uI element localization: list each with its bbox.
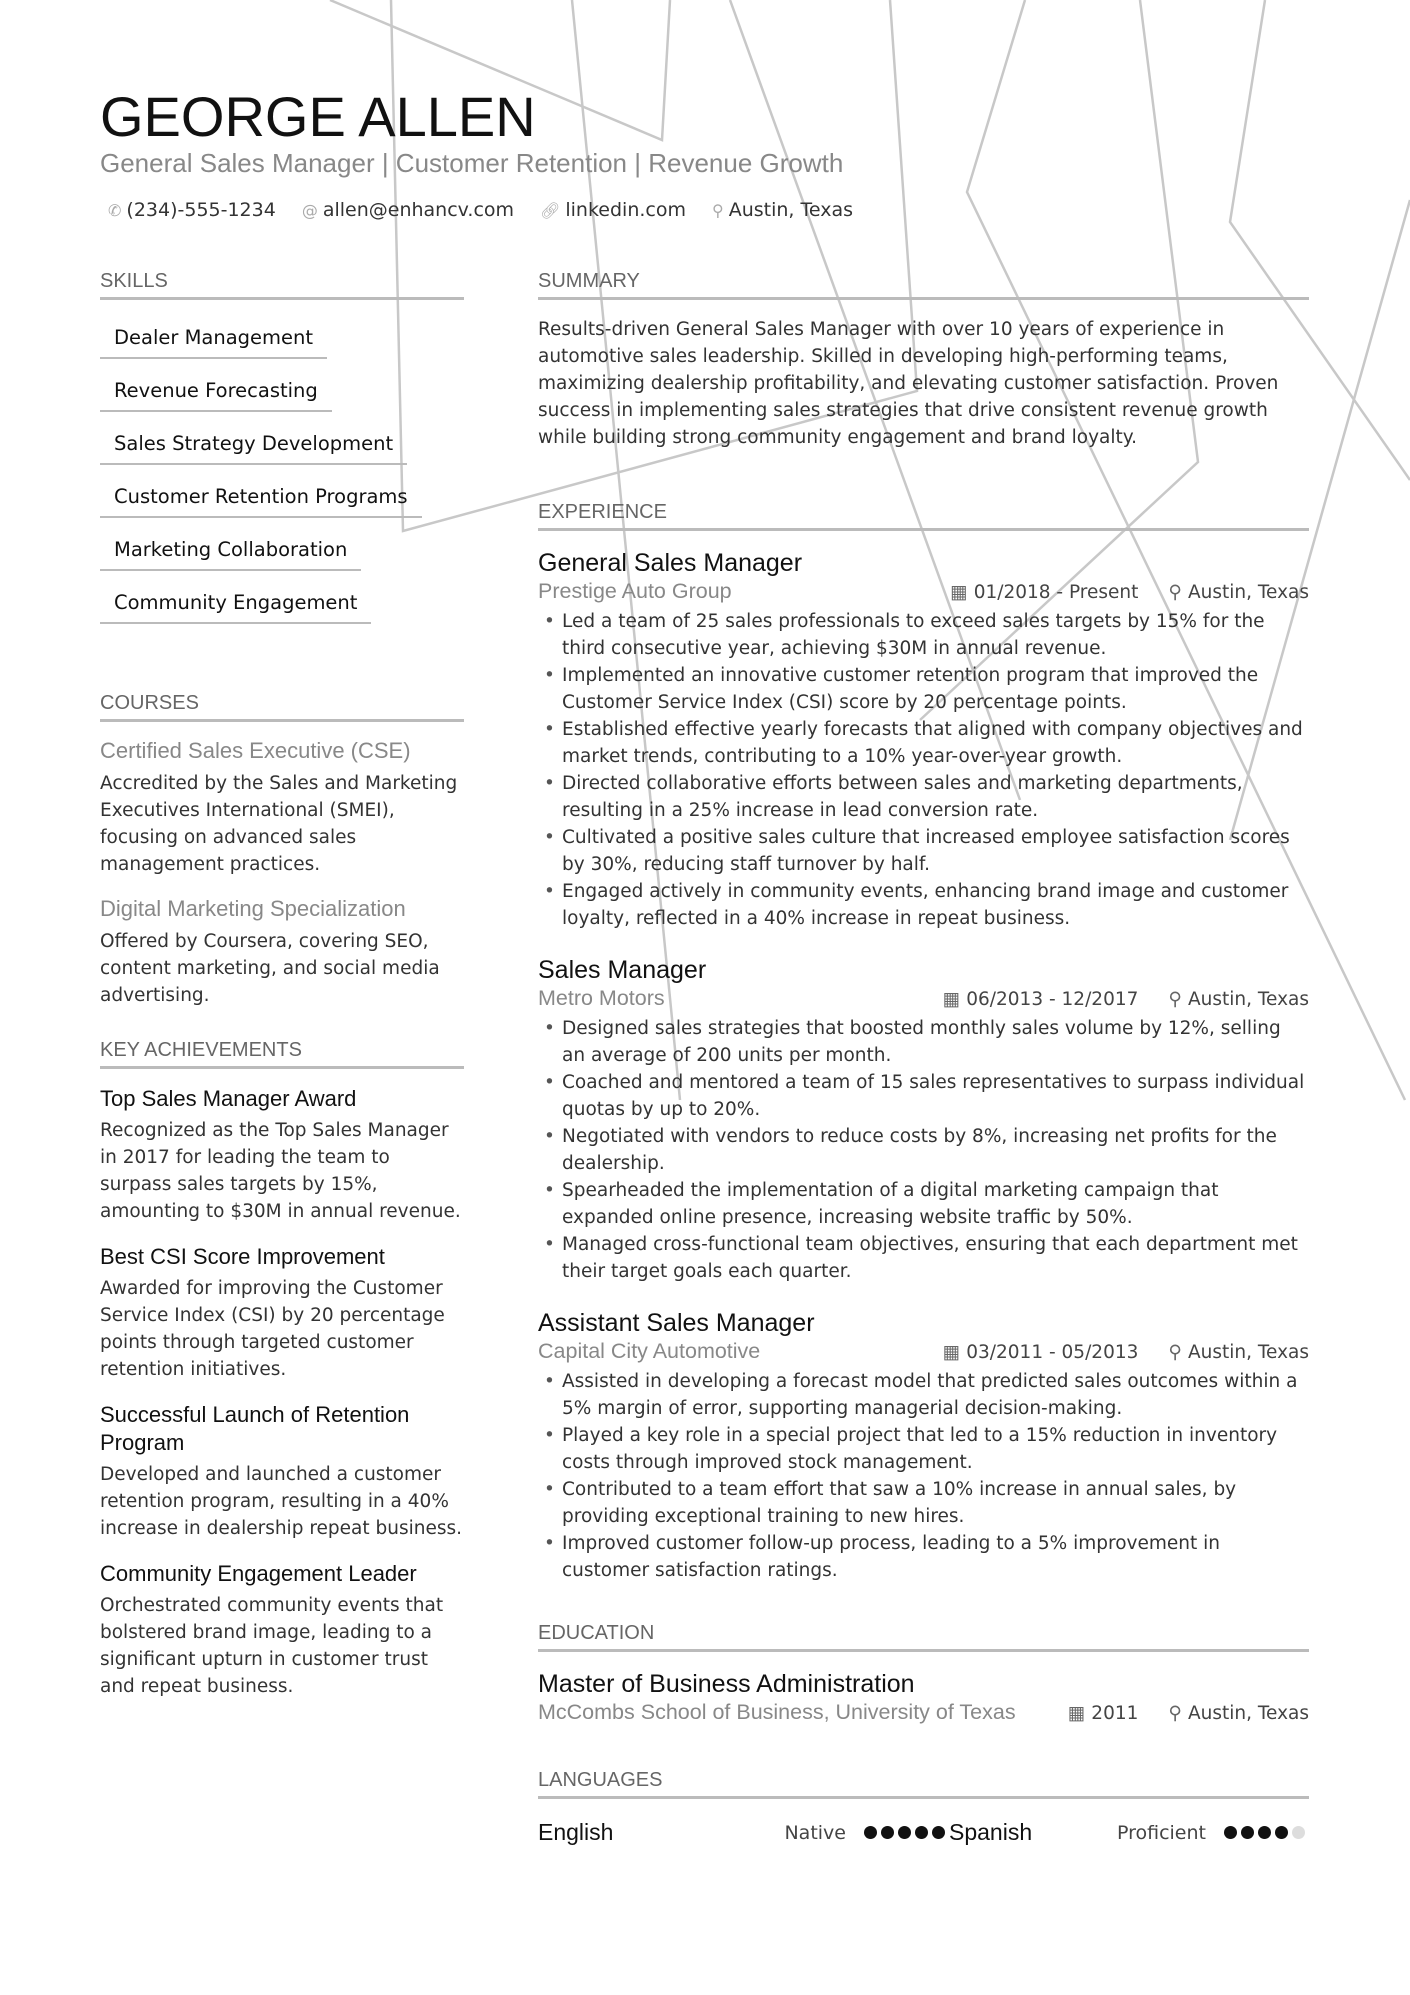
degree: Master of Business Administration: [538, 1670, 915, 1698]
job-meta: [943, 989, 1309, 1010]
course-item: [100, 896, 464, 1009]
job-dates-wrap: [943, 989, 1139, 1010]
skill-row: [100, 369, 464, 422]
skills-section: [100, 270, 464, 634]
job-bullet: • Negotiated with vendors to reduce costs by 8%, increasing net profits for the dealership.: [538, 1123, 1309, 1177]
job-location-wrap: [1168, 1342, 1309, 1363]
at-icon: @: [301, 201, 318, 220]
job-bullet: • Managed cross-functional team objectives, ensuring that each department met their target goals each quarter.: [538, 1231, 1309, 1285]
job-bullets: [538, 608, 1309, 932]
achievement-item: [100, 1560, 464, 1700]
skill-item: Customer Retention Programs: [100, 475, 422, 518]
section-heading: SUMMARY: [538, 270, 1309, 300]
language-item: [949, 1819, 1309, 1846]
job-entry: [538, 547, 1309, 932]
phone-icon: ✆: [108, 201, 122, 220]
achievement-title: Successful Launch of Retention Program: [100, 1402, 410, 1455]
summary-section: [538, 270, 1309, 451]
section-heading: EDUCATION: [538, 1622, 1309, 1652]
course-description: Accredited by the Sales and Marketing Executives International (SMEI), focusing on advanced sales management practices.: [100, 773, 458, 875]
calendar-icon: ▦: [950, 582, 968, 603]
language-name: Spanish: [949, 1819, 1033, 1845]
education-section: [538, 1622, 1309, 1725]
course-item: [100, 738, 464, 878]
job-meta: [943, 1342, 1309, 1363]
job-bullet: • Designed sales strategies that boosted monthly sales volume by 12%, selling an average of 200 units per month.: [538, 1015, 1309, 1069]
achievement-item: [100, 1243, 464, 1383]
achievement-item: [100, 1401, 464, 1542]
edu-year: 2011: [1091, 1703, 1139, 1724]
job-title: General Sales Manager: [538, 549, 803, 577]
contact-info: [108, 199, 853, 221]
skill-row: [100, 475, 464, 528]
proficiency-dot: [915, 1826, 928, 1839]
job-title: Assistant Sales Manager: [538, 1309, 815, 1337]
job-bullet: • Established effective yearly forecasts that aligned with company objectives and market trends, contributing to a 10% year-over-year growth.: [538, 716, 1309, 770]
company-name: Capital City Automotive: [538, 1339, 761, 1363]
language-item: [538, 1819, 949, 1846]
calendar-icon: ▦: [1067, 1703, 1086, 1724]
skill-row: [100, 316, 464, 369]
experience-section: [538, 501, 1309, 1584]
proficiency-dot: [932, 1826, 945, 1839]
skill-item: Revenue Forecasting: [100, 369, 332, 412]
link-icon: 🔗︎: [540, 201, 561, 220]
job-location: Austin, Texas: [1187, 1342, 1309, 1363]
job-dates-wrap: [943, 1342, 1139, 1363]
job-bullet: • Directed collaborative efforts between sales and marketing departments, resulting in a 25% increase in lead conversion rate.: [538, 770, 1309, 824]
summary-text: Results-driven General Sales Manager with over 10 years of experience in automotive sales leadership. Skilled in developing high-performing teams, maximizing dealership profitability, and elevating customer satisfaction. Proven success in implementing sales strategies that drive consistent revenue growth while building strong community engagement and brand loyalty.: [538, 319, 1279, 448]
skill-item: Dealer Management: [100, 316, 327, 359]
language-level: Native: [784, 1821, 846, 1844]
proficiency-dots: [864, 1822, 949, 1844]
achievement-description: Awarded for improving the Customer Service Index (CSI) by 20 percentage points through targeted customer retention initiatives.: [100, 1278, 445, 1380]
job-bullet: • Implemented an innovative customer retention program that improved the Customer Service Index (CSI) score by 20 percentage points.: [538, 662, 1309, 716]
courses-section: [100, 692, 464, 1009]
contact-linkedin[interactable]: 🔗︎ linkedin.com: [540, 199, 686, 221]
calendar-icon: ▦: [942, 1342, 961, 1363]
job-location: Austin, Texas: [1187, 582, 1309, 603]
job-dates: 03/2011 - 05/2013: [966, 1342, 1139, 1363]
job-entry: [538, 1307, 1309, 1584]
proficiency-dots: [1224, 1822, 1309, 1844]
skill-item: Sales Strategy Development: [100, 422, 407, 465]
job-location: Austin, Texas: [1187, 989, 1309, 1010]
achievement-title: Top Sales Manager Award: [100, 1086, 357, 1111]
job-bullet: • Engaged actively in community events, enhancing brand image and customer loyalty, reflected in a 40% increase in repeat business.: [538, 878, 1309, 932]
job-bullets: [538, 1368, 1309, 1584]
left-column: [100, 270, 464, 1718]
job-bullet: • Assisted in developing a forecast model that predicted sales outcomes within a 5% margin of error, supporting managerial decision-making.: [538, 1368, 1309, 1422]
job-bullet: • Played a key role in a special project that led to a 15% reduction in inventory costs through improved stock management.: [538, 1422, 1309, 1476]
job-bullet: • Cultivated a positive sales culture that increased employee satisfaction scores by 30%, reducing staff turnover by half.: [538, 824, 1309, 878]
skill-row: [100, 422, 464, 475]
proficiency-dot: [1224, 1826, 1237, 1839]
section-heading: KEY ACHIEVEMENTS: [100, 1039, 464, 1069]
job-bullet: • Led a team of 25 sales professionals to exceed sales targets by 15% for the third consecutive year, achieving $30M in annual revenue.: [538, 608, 1309, 662]
job-bullets: [538, 1015, 1309, 1285]
languages-section: [538, 1769, 1309, 1846]
calendar-icon: ▦: [942, 989, 961, 1010]
proficiency-dot: [898, 1826, 911, 1839]
section-heading: EXPERIENCE: [538, 501, 1309, 531]
achievement-item: [100, 1085, 464, 1225]
achievements-section: [100, 1039, 464, 1700]
location-icon: ⚲: [712, 201, 724, 220]
candidate-title: General Sales Manager | Customer Retention | Revenue Growth: [100, 148, 844, 178]
proficiency-dot: [1241, 1826, 1254, 1839]
candidate-name: GEORGE ALLEN: [100, 85, 536, 148]
contact-location: ⚲ Austin, Texas: [712, 199, 854, 221]
location-icon: ⚲: [1168, 1703, 1182, 1724]
school: McCombs School of Business, University of Texas: [538, 1700, 1016, 1724]
job-location-wrap: [1168, 989, 1309, 1010]
job-meta-row: [538, 1339, 1309, 1364]
course-description: Offered by Coursera, covering SEO, content marketing, and social media advertising.: [100, 931, 440, 1006]
section-heading: LANGUAGES: [538, 1769, 1309, 1799]
job-meta-row: [538, 986, 1309, 1011]
achievement-title: Community Engagement Leader: [100, 1561, 417, 1586]
skill-item: Community Engagement: [100, 581, 371, 624]
location-icon: ⚲: [1168, 989, 1182, 1010]
job-dates: 06/2013 - 12/2017: [966, 989, 1139, 1010]
job-title: Sales Manager: [538, 956, 707, 984]
company-name: Prestige Auto Group: [538, 579, 732, 603]
job-bullet: • Contributed to a team effort that saw a 10% increase in annual sales, by providing exceptional training to new hires.: [538, 1476, 1309, 1530]
achievement-description: Developed and launched a customer retention program, resulting in a 40% increase in dealership repeat business.: [100, 1464, 463, 1539]
proficiency-dot: [1292, 1826, 1305, 1839]
skill-row: [100, 581, 464, 634]
company-name: Metro Motors: [538, 986, 665, 1010]
achievement-description: Recognized as the Top Sales Manager in 2017 for leading the team to surpass sales targets by 15%, amounting to $30M in annual revenue.: [100, 1120, 461, 1222]
language-name: English: [538, 1819, 614, 1845]
job-entry: [538, 954, 1309, 1285]
location-icon: ⚲: [1168, 1342, 1182, 1363]
course-title: Certified Sales Executive (CSE): [100, 738, 411, 763]
proficiency-dot: [864, 1826, 877, 1839]
location-icon: ⚲: [1168, 582, 1182, 603]
proficiency-dot: [1275, 1826, 1288, 1839]
job-dates: 01/2018 - Present: [973, 582, 1139, 603]
job-meta-row: [538, 579, 1309, 604]
achievement-description: Orchestrated community events that bolstered brand image, leading to a significant upturn in customer trust and repeat business.: [100, 1595, 444, 1697]
edu-location: Austin, Texas: [1187, 1703, 1309, 1724]
job-location-wrap: [1168, 582, 1309, 603]
section-heading: COURSES: [100, 692, 464, 722]
job-bullet: • Coached and mentored a team of 15 sales representatives to surpass individual quotas by up to 20%.: [538, 1069, 1309, 1123]
course-title: Digital Marketing Specialization: [100, 896, 406, 921]
job-dates-wrap: [950, 582, 1138, 603]
contact-email[interactable]: @ allen@enhancv.com: [301, 199, 515, 221]
achievement-title: Best CSI Score Improvement: [100, 1244, 385, 1269]
job-bullet: • Spearheaded the implementation of a digital marketing campaign that expanded online presence, increasing website traffic by 50%.: [538, 1177, 1309, 1231]
contact-phone: ✆ (234)-555-1234: [108, 199, 276, 221]
job-meta: [950, 582, 1309, 603]
proficiency-dot: [1258, 1826, 1271, 1839]
right-column: [538, 270, 1309, 1846]
job-bullet: • Improved customer follow-up process, leading to a 5% improvement in customer satisfaction ratings.: [538, 1530, 1309, 1584]
skill-row: [100, 528, 464, 581]
skill-item: Marketing Collaboration: [100, 528, 361, 571]
section-heading: SKILLS: [100, 270, 464, 300]
language-level: Proficient: [1116, 1821, 1206, 1844]
proficiency-dot: [881, 1826, 894, 1839]
